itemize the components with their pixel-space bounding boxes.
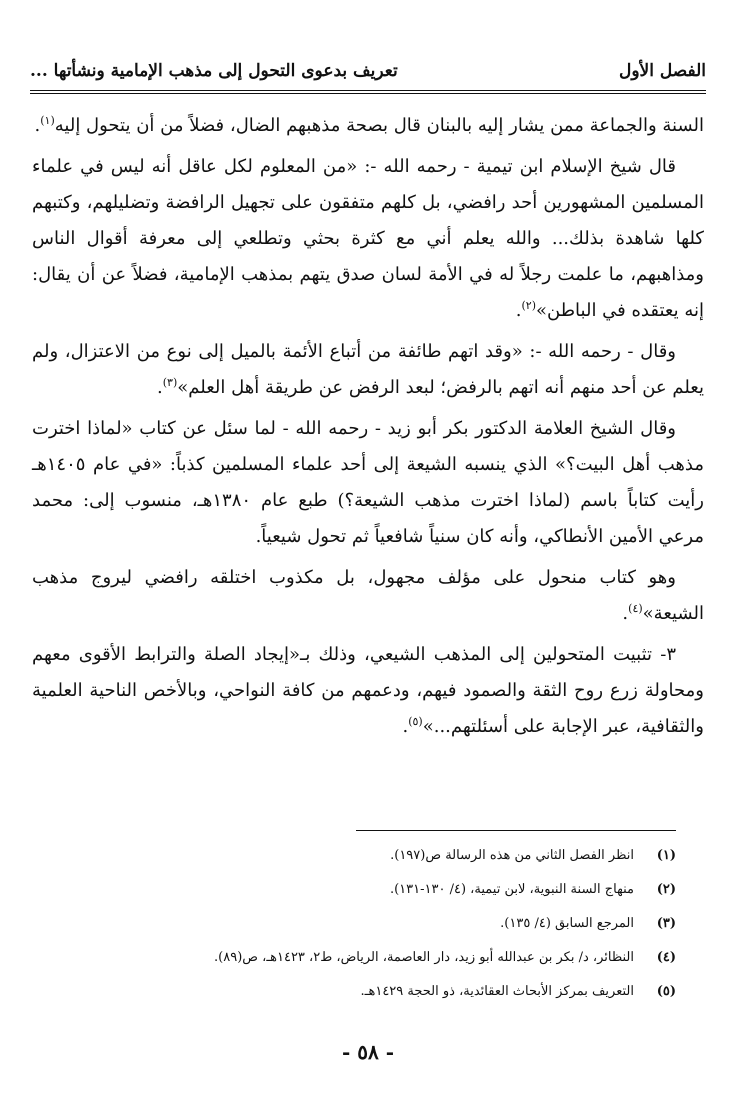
footnote-3 [40,914,676,934]
footnote-ref-5: (٥) [408,715,423,728]
footnote-text: انظر الفصل الثاني من هذه الرسالة ص(١٩٧). [390,848,634,863]
paragraph-2: قال شيخ الإسلام ابن تيمية - رحمه الله -: «من المعلوم لكل عاقل أنه ليس في علماء المسلمين المشهورين أحد رافضي، بل كلهم متفقون على تجهيل الرافضة وتضليلهم، وكتبهم كلها شاهدة بذلك... والله يعلم أني مع كثرة بحثي وتطلعي إلى معرفة أقوال الناس ومذاهبهم، ما علمت رجلاً له في الأمة لسان صدق يتهم بمذهب الإمامية، فضلاً عن أن يقال: إنه يعتقده في الباطن»$^{(٢)}$. [32,156,704,321]
running-header [30,56,706,86]
footnote-number: (٤) [656,950,676,965]
paragraph-5: وهو كتاب منحول على مؤلف مجهول، بل مكذوب اختلقه رافضي ليروج مذهب الشيعة»$^{(٤)}$. [32,567,704,624]
footnote-number: (٢) [656,882,676,897]
footnote-ref-3: (٣) [162,376,178,389]
header-rule [30,90,706,91]
footnote-separator [356,830,676,831]
footnote-number: (٣) [656,916,676,931]
paragraph-3: وقال - رحمه الله -: «وقد اتهم طائفة من أتباع الأئمة بالميل إلى نوع من الاعتزال، ولم يعلم عن أحد منهم أنه اتهم بالرفض؛ لبعد الرفض عن طريقة أهل العلم»$^{(٣)}$. [32,341,704,398]
chapter-title: تعريف بدعوى التحول إلى مذهب الإمامية ونشأتها ... [30,61,398,81]
footnote-5 [40,982,676,1002]
chapter-label: الفصل الأول [618,61,706,81]
body-text [32,108,704,750]
paragraph-1: السنة والجماعة ممن يشار إليه بالبنان قال بصحة مذهبهم الضال، فضلاً من أن يتحول إليه$^{(١)}$. [34,114,704,136]
footnote-2 [40,880,676,900]
footnote-1 [40,846,676,866]
paragraph-6: ٣- تثبيت المتحولين إلى المذهب الشيعي، وذلك بـ«إيجاد الصلة والترابط الأقوى معهم ومحاولة زرع روح الثقة والصمود فيهم، ودعمهم من كافة النواحي، وبالأخص الناحية العلمية والثقافية، عبر الإجابة على أسئلتهم...»$^{(٥)}$. [32,644,704,737]
header-rule-thin [30,93,706,94]
footnote-ref-4: (٤) [628,602,643,615]
paragraph-4: وقال الشيخ العلامة الدكتور بكر أبو زيد - رحمه الله - لما سئل عن كتاب «لماذا اخترت مذهب أهل البيت؟» الذي ينسبه الشيعة إلى أحد علماء المسلمين كذباً: «في عام ١٤٠٥هـ رأيت كتاباً باسم (لماذا اخترت مذهب الشيعة؟) طبع عام ١٣٨٠هـ، منسوب إلى: محمد مرعي الأمين الأنطاكي، وأنه كان سنياً شافعياً ثم تحول شيعياً. [32,418,704,547]
footnote-number: (١) [656,848,676,863]
page-number: - ٥٨ - [341,1040,394,1064]
footnote-ref-2: (٢) [521,299,536,312]
footnote-text: التعريف بمركز الأبحاث العقائدية، ذو الحجة ١٤٢٩هـ. [360,984,634,999]
footnote-text: منهاج السنة النبوية، لابن تيمية، (٤/ ١٣٠-١٣١). [389,882,634,897]
footnote-number: (٥) [656,984,676,999]
footnote-text: المرجع السابق (٤/ ١٣٥). [500,916,634,931]
footnote-text: النظائر، د/ بكر بن عبدالله أبو زيد، دار العاصمة، الرياض، ط٢، ١٤٢٣هـ، ص(٨٩). [214,950,634,965]
footnote-4 [40,948,676,968]
footnote-ref-1: (١) [40,114,55,127]
footnotes [40,846,676,1016]
